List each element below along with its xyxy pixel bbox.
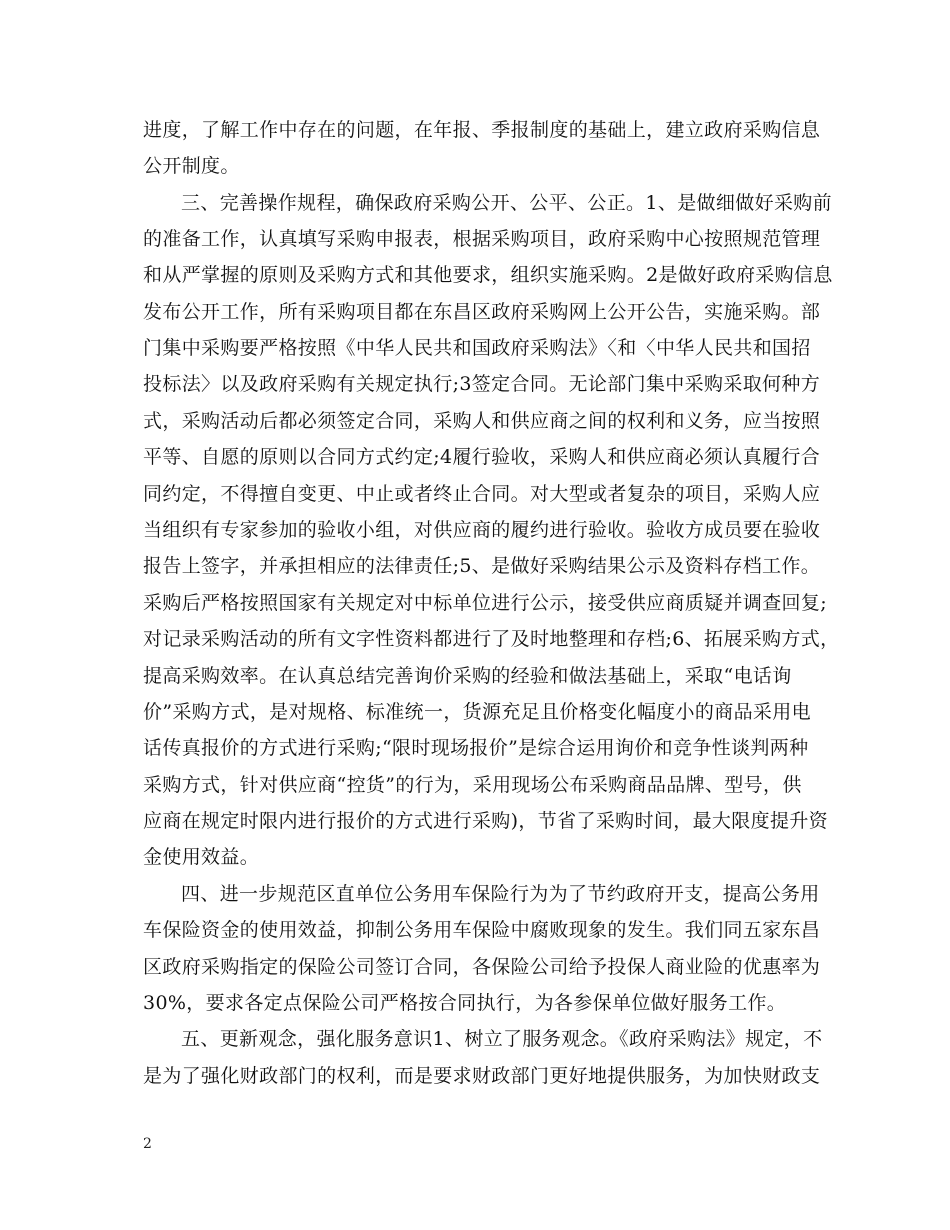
text-line: 应商在规定时限内进行报价的方式进行采购)，节省了采购时间，最大限度提升资	[143, 810, 829, 832]
text-line: 采购方式，针对供应商“控货”的行为，采用现场公布采购商品品牌、型号，供	[143, 774, 802, 796]
text-line: 金使用效益。	[143, 846, 260, 868]
text-line: 和从严掌握的原则及采购方式和其他要求，组织实施采购。2是做好政府采购信息	[143, 264, 833, 286]
text-line: 的准备工作，认真填写采购申报表，根据采购项目，政府采购中心按照规范管理	[143, 228, 821, 250]
text-line: 区政府采购指定的保险公司签订合同，各保险公司给予投保人商业险的优惠率为	[143, 956, 821, 978]
text-line: 话传真报价的方式进行采购;“限时现场报价”是综合运用询价和竞争性谈判两种	[143, 737, 809, 759]
text-line: 门集中采购要严格按照《中华人民共和国政府采购法》〈和〈中华人民共和国招	[143, 337, 811, 359]
text-line: 采购后严格按照国家有关规定对中标单位进行公示，接受供应商质疑并调查回复;	[143, 592, 828, 614]
text-line: 提高采购效率。在认真总结完善询价采购的经验和做法基础上，采取“电话询	[143, 665, 792, 687]
text-line: 投标法〉以及政府采购有关规定执行;3签定合同。无论部门集中采购采取何种方	[143, 373, 821, 395]
text-line: 当组织有专家参加的验收小组，对供应商的履约进行验收。验收方成员要在验收	[143, 519, 821, 541]
text-line: 车保险资金的使用效益，抑制公务用车保险中腐败现象的发生。我们同五家东昌	[143, 919, 821, 941]
text-line: 式，采购活动后都必须签定合同，采购人和供应商之间的权利和义务，应当按照	[143, 410, 821, 432]
paragraph-4-start: 四、进一步规范区直单位公务用车保险行为为了节约政府开支，提高公务用	[181, 883, 820, 905]
text-line: 是为了强化财政部门的权利，而是要求财政部门更好地提供服务，为加快财政支	[143, 1065, 821, 1087]
paragraph-5-start: 五、更新观念，强化服务意识1、树立了服务观念。《政府采购法》规定，不	[181, 1028, 823, 1050]
text-line: 发布公开工作，所有采购项目都在东昌区政府采购网上公开公告，实施采购。部	[143, 301, 821, 323]
text-line: 公开制度。	[143, 155, 240, 177]
text-line: 平等、自愿的原则以合同方式约定;4履行验收，采购人和供应商必须认真履行合	[143, 446, 821, 468]
text-line: 价”采购方式，是对规格、标准统一，货源充足且价格变化幅度小的商品采用电	[143, 701, 811, 723]
page-number: 2	[143, 1136, 152, 1152]
text-line: 30%，要求各定点保险公司严格按合同执行，为各参保单位做好服务工作。	[143, 992, 787, 1014]
text-line: 对记录采购活动的所有文字性资料都进行了及时地整理和存档;6、拓展采购方式，	[143, 628, 840, 650]
text-line: 报告上签字，并承担相应的法律责任;5、是做好采购结果公示及资料存档工作。	[143, 555, 821, 577]
text-line: 进度，了解工作中存在的问题，在年报、季报制度的基础上，建立政府采购信息	[143, 119, 821, 141]
paragraph-3-start: 三、完善操作规程，确保政府采购公开、公平、公正。1、是做细做好采购前	[181, 192, 832, 214]
text-line: 同约定，不得擅自变更、中止或者终止合同。对大型或者复杂的项目，采购人应	[143, 483, 821, 505]
